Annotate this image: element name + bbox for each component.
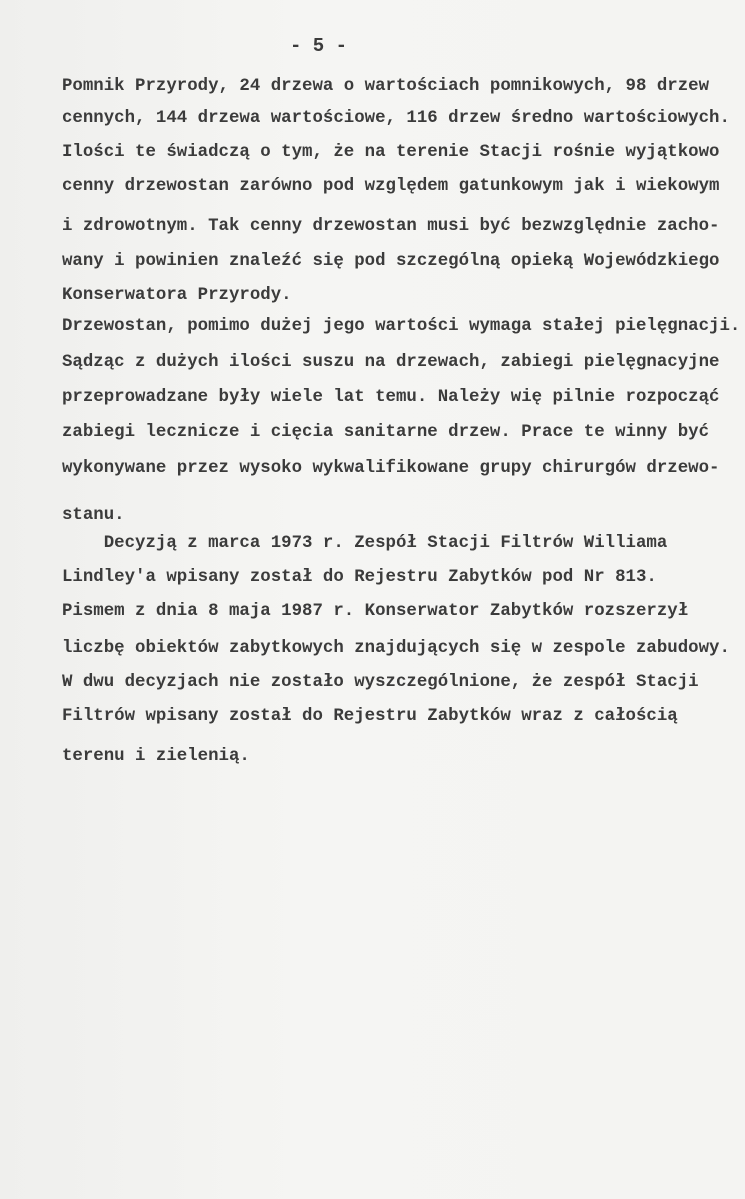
text-line: terenu i zielenią. — [62, 747, 250, 766]
text-line: cennych, 144 drzewa wartościowe, 116 drzew średno wartościowych. — [62, 109, 730, 128]
text-line: Pismem z dnia 8 maja 1987 r. Konserwator Zabytków rozszerzył — [62, 602, 689, 621]
text-line: stanu. — [62, 506, 125, 525]
text-line: zabiegi lecznicze i cięcia sanitarne drzew. Prace te winny być — [62, 423, 710, 442]
page-number: - 5 - — [290, 35, 348, 57]
text-line: Pomnik Przyrody, 24 drzewa o wartościach pomnikowych, 98 drzew — [62, 77, 710, 96]
text-line: wykonywane przez wysoko wykwalifikowane grupy chirurgów drzewo- — [62, 459, 720, 478]
text-line: i zdrowotnym. Tak cenny drzewostan musi być bezwzględnie zacho- — [62, 217, 720, 236]
text-line: cenny drzewostan zarówno pod względem gatunkowym jak i wiekowym — [62, 177, 720, 196]
text-line: Sądząc z dużych ilości suszu na drzewach, zabiegi pielęgnacyjne — [62, 353, 720, 372]
text-line: Lindley'a wpisany został do Rejestru Zabytków pod Nr 813. — [62, 568, 657, 587]
text-line: wany i powinien znaleźć się pod szczególną opieką Wojewódzkiego — [62, 252, 720, 271]
text-line: Filtrów wpisany został do Rejestru Zabytków wraz z całością — [62, 707, 678, 726]
text-line: przeprowadzane były wiele lat temu. Należy wię pilnie rozpocząć — [62, 388, 720, 407]
text-line: Ilości te świadczą o tym, że na terenie Stacji rośnie wyjątkowo — [62, 143, 720, 162]
text-line: Konserwatora Przyrody. — [62, 286, 292, 305]
text-line: Decyzją z marca 1973 r. Zespół Stacji Filtrów Williama — [62, 534, 668, 553]
text-line: liczbę obiektów zabytkowych znajdujących się w zespole zabudowy. — [62, 639, 730, 658]
text-line: Drzewostan, pomimo dużej jego wartości wymaga stałej pielęgnacji. — [62, 317, 741, 336]
text-line: W dwu decyzjach nie zostało wyszczególnione, że zespół Stacji — [62, 673, 699, 692]
